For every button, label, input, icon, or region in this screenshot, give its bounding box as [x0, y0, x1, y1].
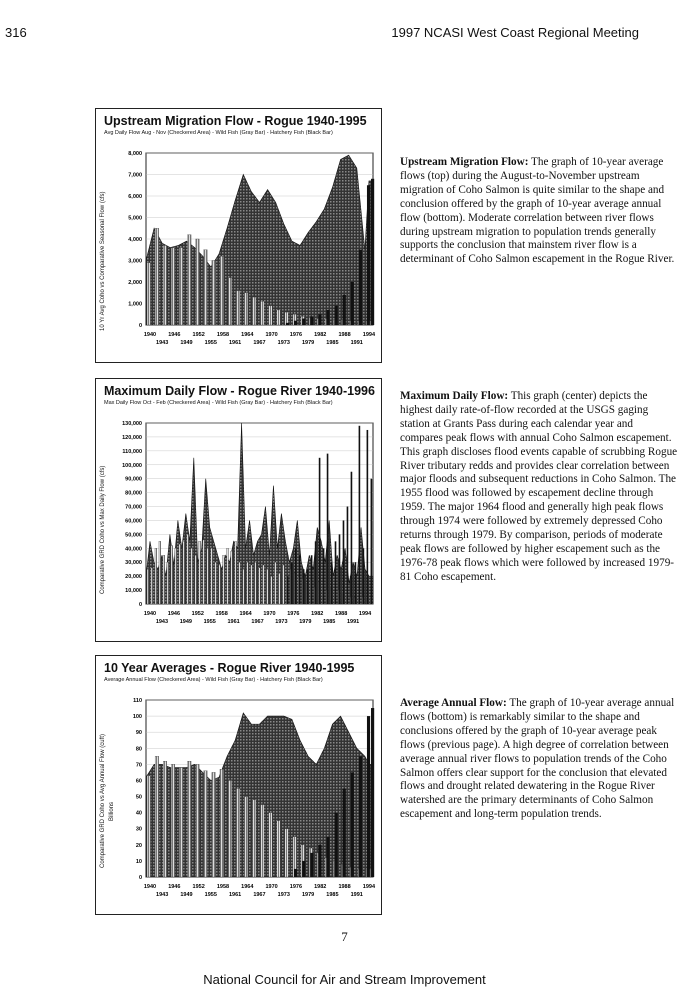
wild-fish-bar	[175, 548, 177, 604]
wild-fish-bar	[236, 789, 240, 878]
y-tick-label: 60,000	[125, 518, 142, 525]
hatchery-fish-bar	[326, 310, 329, 325]
hatchery-fish-bar	[335, 813, 338, 877]
wild-fish-bar	[252, 800, 256, 877]
x-tick-label: 1961	[227, 619, 240, 625]
wild-fish-bar	[163, 555, 165, 604]
wild-fish-bar	[204, 771, 208, 877]
wild-fish-bar	[223, 555, 225, 604]
x-tick-label: 1994	[362, 332, 376, 338]
wild-fish-bar	[278, 573, 280, 604]
paragraph-heading: Upstream Migration Flow:	[400, 156, 529, 168]
wild-fish-bar	[191, 548, 193, 604]
hatchery-fish-bar	[335, 541, 337, 604]
figure-subtitle: Avg Daily Flow Aug - Nov (Checkered Area) - Wild Fish (Gray Bar) - Hatchery Fish (Black Bar)	[104, 130, 333, 136]
x-tick-label: 1946	[167, 611, 181, 617]
y-tick-label: 80	[135, 746, 142, 753]
figure-upstream-migration	[95, 108, 382, 363]
wild-fish-bar	[179, 248, 183, 325]
paragraph-text: The graph of 10-year average annual flows (bottom) is remarkably similar to the shape and conclusions offered by the graph of 10-year average peak flows (previous page). A high degree of correlation between average annual river flows to population trends of the Coho Salmon offers clear support for the conclusion that elevated flows and drought related dewatering in the Rogue River watershed are the primary determinants of Coho Salmon escapement and long-term population trends.	[400, 697, 675, 821]
x-tick-label: 1988	[338, 884, 351, 890]
x-tick-label: 1976	[289, 332, 303, 338]
hatchery-fish-bar	[359, 426, 361, 604]
x-tick-label: 1955	[203, 619, 216, 625]
wild-fish-bar	[207, 548, 209, 604]
figure-y-axis-label: 10 Yr Avg Coho vs Comparative Seasonal Flow (cfs)	[100, 191, 106, 331]
x-tick-label: 1973	[275, 619, 288, 625]
figure-title: Maximum Daily Flow - Rogue River 1940-1996	[104, 384, 375, 398]
wild-fish-bar	[196, 764, 200, 877]
wild-fish-bar	[163, 245, 167, 325]
x-tick-label: 1979	[301, 892, 315, 898]
hatchery-fish-bar	[311, 555, 313, 604]
wild-fish-bar	[147, 776, 151, 877]
x-tick-label: 1952	[191, 611, 204, 617]
chart-upstream-migration	[96, 147, 381, 359]
hatchery-fish-bar	[347, 507, 349, 604]
x-tick-label: 1970	[265, 884, 278, 890]
x-tick-label: 1958	[216, 884, 230, 890]
wild-fish-bar	[171, 764, 175, 877]
hatchery-fish-bar	[343, 295, 346, 325]
wild-fish-bar	[171, 546, 173, 604]
y-tick-label: 130,000	[122, 421, 142, 427]
hatchery-fish-bar	[343, 520, 345, 604]
wild-fish-bar	[199, 541, 201, 604]
hatchery-fish-bar	[318, 845, 321, 877]
wild-fish-bar	[252, 297, 256, 325]
chart-ten-year-averages	[96, 694, 381, 911]
wild-fish-bar	[269, 813, 273, 877]
figure-maximum-daily-flow	[95, 378, 382, 642]
hatchery-fish-bar	[351, 772, 354, 877]
x-tick-label: 1943	[155, 619, 169, 625]
paragraph-heading: Average Annual Flow:	[400, 697, 507, 709]
wild-fish-bar	[270, 576, 272, 604]
hatchery-fish-bar	[359, 250, 362, 325]
x-tick-label: 1958	[216, 332, 230, 338]
hatchery-fish-bar	[310, 316, 313, 325]
hatchery-fish-bar	[371, 708, 374, 877]
hatchery-fish-bar	[294, 321, 297, 325]
footer-organization: National Council for Air and Stream Improvement	[203, 972, 486, 987]
hatchery-fish-bar	[367, 716, 370, 877]
wild-fish-bar	[187, 534, 189, 604]
page-number-header: 316	[5, 25, 27, 40]
wild-fish-bar	[212, 772, 216, 877]
y-tick-label: 0	[138, 875, 142, 881]
x-tick-label: 1940	[143, 332, 157, 338]
wild-fish-bar	[203, 540, 205, 604]
wild-fish-bar	[219, 565, 221, 604]
hatchery-fish-bar	[335, 306, 338, 325]
hatchery-fish-bar	[307, 569, 309, 604]
y-tick-label: 5,000	[128, 215, 142, 222]
hatchery-fish-bar	[299, 555, 301, 604]
wild-fish-bar	[247, 562, 249, 604]
y-tick-label: 30	[135, 826, 142, 833]
y-tick-label: 6,000	[128, 194, 142, 200]
paragraph-heading: Maximum Daily Flow:	[400, 390, 509, 402]
x-tick-label: 1961	[229, 892, 242, 898]
x-tick-label: 1985	[323, 619, 336, 625]
page-number: 7	[341, 929, 348, 944]
meeting-title: 1997 NCASI West Coast Regional Meeting	[391, 25, 639, 40]
hatchery-fish-bar	[319, 458, 321, 604]
x-tick-label: 1961	[229, 340, 242, 346]
x-tick-label: 1940	[143, 884, 157, 890]
x-tick-label: 1991	[350, 340, 363, 346]
y-tick-label: 20,000	[125, 574, 142, 581]
x-tick-label: 1967	[251, 619, 264, 625]
wild-fish-bar	[251, 565, 253, 604]
x-tick-label: 1988	[338, 332, 351, 338]
x-tick-label: 1991	[350, 892, 363, 898]
figure-subtitle: Max Daily Flow Oct - Feb (Checkered Area) - Wild Fish (Gray Bar) - Hatchery Fish (Black Bar)	[104, 400, 333, 406]
wild-fish-bar	[211, 548, 213, 604]
wild-fish-bar	[231, 551, 233, 604]
paragraph-upstream-migration	[400, 156, 678, 267]
figure-y-unit: Billions	[109, 801, 115, 821]
y-tick-label: 80,000	[125, 490, 142, 497]
wild-fish-bar	[282, 565, 284, 604]
hatchery-fish-bar	[326, 837, 329, 877]
wild-fish-bar	[269, 306, 273, 325]
y-tick-label: 1,000	[128, 301, 142, 308]
wild-fish-bar	[239, 562, 241, 604]
figure-y-axis-label: Comparative GRD Coho vs Max Daily Flow (cfs)	[100, 465, 106, 594]
wild-fish-bar	[188, 235, 192, 325]
wild-fish-bar	[261, 301, 265, 325]
hatchery-fish-bar	[315, 541, 317, 604]
wild-fish-bar	[155, 548, 157, 604]
y-tick-label: 90,000	[125, 476, 142, 483]
y-tick-label: 110,000	[122, 448, 142, 455]
y-tick-label: 120,000	[122, 434, 142, 441]
x-tick-label: 1952	[192, 332, 205, 338]
wild-fish-bar	[167, 562, 169, 604]
x-tick-label: 1982	[314, 884, 327, 890]
y-tick-label: 40	[135, 810, 142, 817]
wild-fish-bar	[147, 263, 151, 325]
hatchery-fish-bar	[286, 323, 289, 325]
hatchery-fish-bar	[371, 479, 373, 604]
x-tick-label: 1982	[311, 611, 324, 617]
wild-fish-bar	[151, 568, 153, 604]
hatchery-fish-bar	[331, 562, 333, 604]
hatchery-fish-bar	[367, 185, 370, 325]
x-tick-label: 1967	[253, 892, 266, 898]
x-tick-label: 1940	[143, 611, 157, 617]
wild-fish-bar	[243, 569, 245, 604]
y-tick-label: 0	[138, 602, 142, 608]
wild-fish-bar	[171, 248, 175, 325]
figure-subtitle: Average Annual Flow (Checkered Area) - Wild Fish (Gray Bar) - Hatchery Fish (Black Bar)	[104, 677, 323, 683]
wild-fish-bar	[244, 293, 248, 325]
y-tick-label: 100,000	[122, 462, 142, 469]
wild-fish-bar	[277, 310, 281, 325]
hatchery-fish-bar	[355, 562, 357, 604]
hatchery-fish-bar	[302, 319, 305, 325]
wild-fish-bar	[244, 797, 248, 877]
x-tick-label: 1964	[241, 884, 254, 890]
y-tick-label: 60	[135, 778, 142, 785]
paragraph-maximum-daily-flow	[400, 390, 678, 585]
y-tick-label: 8,000	[128, 151, 142, 157]
wild-fish-bar	[196, 239, 200, 325]
y-tick-label: 50,000	[125, 532, 142, 539]
chart-maximum-daily-flow	[96, 417, 381, 638]
x-tick-label: 1949	[179, 619, 192, 625]
figure-y-axis-label: Comparative GRD Coho vs Avg Annual Flow (cuft)	[100, 734, 106, 868]
x-tick-label: 1976	[289, 884, 303, 890]
x-tick-label: 1955	[204, 340, 217, 346]
hatchery-fish-bar	[323, 548, 325, 604]
x-tick-label: 1946	[168, 332, 181, 338]
hatchery-fish-bar	[343, 789, 346, 878]
hatchery-fish-bar	[359, 756, 362, 877]
x-tick-label: 1952	[192, 884, 205, 890]
y-tick-label: 20	[135, 842, 142, 849]
x-tick-label: 1946	[168, 884, 181, 890]
wild-fish-bar	[212, 261, 216, 326]
wild-fish-bar	[261, 805, 265, 877]
x-tick-label: 1970	[265, 332, 278, 338]
wild-fish-bar	[228, 780, 232, 877]
y-tick-label: 70,000	[125, 504, 142, 511]
hatchery-fish-bar	[291, 562, 293, 604]
hatchery-fish-bar	[287, 576, 289, 604]
x-tick-label: 1973	[277, 340, 290, 346]
figure-title: Upstream Migration Flow - Rogue 1940-1995	[104, 114, 367, 128]
wild-fish-bar	[188, 761, 192, 877]
y-tick-label: 0	[138, 323, 142, 329]
hatchery-fish-bar	[351, 282, 354, 325]
wild-fish-bar	[159, 541, 161, 604]
hatchery-fish-bar	[371, 179, 374, 325]
x-tick-label: 1979	[299, 619, 312, 625]
wild-fish-bar	[228, 278, 232, 325]
wild-fish-bar	[266, 569, 268, 604]
hatchery-fish-bar	[351, 472, 353, 604]
x-tick-label: 1976	[287, 611, 300, 617]
y-tick-label: 30,000	[125, 560, 142, 567]
y-tick-label: 70	[135, 762, 142, 769]
wild-fish-bar	[255, 562, 257, 604]
figure-ten-year-averages	[95, 655, 382, 915]
x-tick-label: 1958	[215, 611, 228, 617]
x-tick-label: 1982	[314, 332, 327, 338]
x-tick-label: 1985	[326, 340, 339, 346]
x-tick-label: 1955	[204, 892, 217, 898]
wild-fish-bar	[277, 821, 281, 877]
x-tick-label: 1964	[239, 611, 252, 617]
x-tick-label: 1949	[180, 892, 193, 898]
hatchery-fish-bar	[318, 314, 321, 325]
y-tick-label: 100	[132, 714, 142, 721]
y-tick-label: 7,000	[128, 172, 142, 179]
wild-fish-bar	[259, 568, 261, 604]
y-tick-label: 90	[135, 730, 142, 737]
wild-fish-bar	[179, 768, 183, 877]
paragraph-text: The graph of 10-year average flows (top) during the August-to-November upstream migration of Coho Salmon is quite similar to the shape and conclusion offered by the graph of 10-year average annual flow (bottom). Moderate correlation between river flows during upstream migration to population trends generally supports the conclusion that mainstem river flow is a determinant of Coho Salmon escapement in the Rogue River.	[400, 156, 675, 266]
hatchery-fish-bar	[339, 534, 341, 604]
paragraph-average-annual-flow	[400, 697, 678, 822]
y-tick-label: 4,000	[128, 237, 142, 243]
y-tick-label: 50	[135, 794, 142, 801]
y-tick-label: 10,000	[125, 588, 142, 595]
x-tick-label: 1949	[180, 340, 193, 346]
hatchery-fish-bar	[310, 853, 313, 877]
x-tick-label: 1994	[358, 611, 372, 617]
y-tick-label: 110	[133, 698, 142, 704]
wild-fish-bar	[220, 769, 224, 877]
wild-fish-bar	[155, 756, 159, 877]
hatchery-fish-bar	[327, 454, 329, 604]
x-tick-label: 1985	[326, 892, 339, 898]
x-tick-label: 1943	[156, 340, 169, 346]
x-tick-label: 1988	[335, 611, 348, 617]
hatchery-fish-bar	[363, 548, 365, 604]
x-tick-label: 1994	[362, 884, 376, 890]
wild-fish-bar	[215, 562, 217, 604]
x-tick-label: 1964	[241, 332, 254, 338]
x-tick-label: 1979	[301, 340, 315, 346]
wild-fish-bar	[204, 250, 208, 325]
wild-fish-bar	[147, 569, 149, 604]
hatchery-fish-bar	[302, 861, 305, 877]
wild-fish-bar	[285, 829, 289, 877]
wild-fish-bar	[183, 541, 185, 604]
y-tick-label: 10	[135, 858, 142, 865]
y-tick-label: 2,000	[128, 280, 142, 286]
wild-fish-bar	[235, 541, 237, 604]
wild-fish-bar	[155, 228, 159, 325]
wild-fish-bar	[274, 562, 276, 604]
figure-title: 10 Year Averages - Rogue River 1940-1995	[104, 661, 355, 675]
wild-fish-bar	[262, 565, 264, 604]
x-tick-label: 1973	[277, 892, 290, 898]
x-tick-label: 1970	[263, 611, 276, 617]
paragraph-text: This graph (center) depicts the highest daily rate-of-flow recorded at the USGS gaging station at Grants Pass during each calendar year and compares peak flows with annual Coho Salmon escapement. This graph discloses flood events capable of scrubbing Rogue River tributary redds and provides clear correlation between major floods and subsequent reductions in Coho Salmon. The 1955 flood was followed by escapement decline through 1959. The major 1964 flood and generally high peak flows through 1974 were followed by extremely depressed Coho returns through 1979. By comparison, periods of moderate peak flows are followed by higher escapement such as the 1976-78 peak flows which were followed by increased 1979-81 Coho escapement.	[400, 390, 678, 583]
y-tick-label: 3,000	[128, 258, 142, 265]
wild-fish-bar	[195, 555, 197, 604]
wild-fish-bar	[163, 761, 167, 877]
x-tick-label: 1943	[156, 892, 169, 898]
hatchery-fish-bar	[295, 548, 297, 604]
x-tick-label: 1967	[253, 340, 266, 346]
wild-fish-bar	[220, 256, 224, 325]
x-tick-label: 1991	[346, 619, 360, 625]
hatchery-fish-bar	[303, 569, 305, 604]
wild-fish-bar	[179, 544, 181, 604]
hatchery-fish-bar	[367, 430, 369, 604]
hatchery-fish-bar	[294, 869, 297, 877]
wild-fish-bar	[236, 291, 240, 325]
wild-fish-bar	[227, 548, 229, 604]
y-tick-label: 40,000	[125, 546, 142, 553]
